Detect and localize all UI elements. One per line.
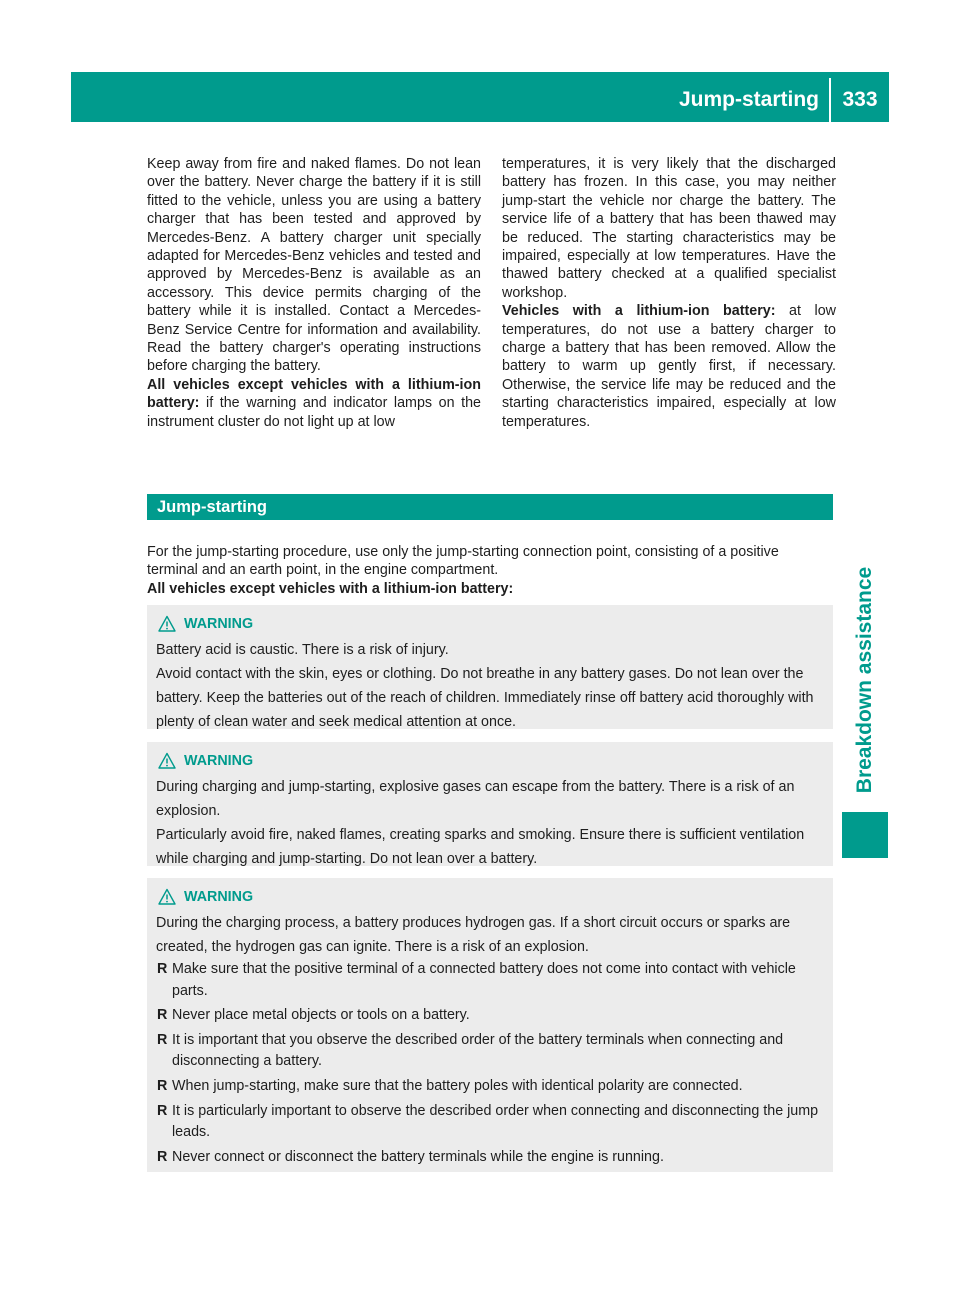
warning-text: Battery acid is caustic. There is a risk of injury. <box>156 642 449 658</box>
bullet-list <box>156 959 824 1168</box>
bullet-marker: R <box>157 1102 168 1119</box>
bullet-marker: R <box>157 1007 168 1024</box>
list-item-text: Never place metal objects or tools on a battery. <box>172 1007 470 1024</box>
bullet-marker: R <box>157 1077 168 1094</box>
list-item-text: It is important that you observe the described order of the battery terminals when connecting and disconnecting a battery. <box>172 1031 784 1070</box>
paragraph <box>147 376 481 431</box>
section-intro <box>147 543 833 598</box>
chapter-tab-marker <box>842 812 888 858</box>
page-number: 333 <box>842 88 878 111</box>
warning-box <box>147 742 833 866</box>
warning-triangle-icon <box>158 888 176 906</box>
right-column <box>502 155 836 431</box>
warning-box <box>147 878 833 1172</box>
warning-box <box>147 605 833 729</box>
page-title: Jump-starting <box>678 88 819 111</box>
paragraph <box>502 302 836 431</box>
paragraph-label: All vehicles except vehicles with a lithium-ion battery: <box>147 376 481 412</box>
list-item-text: When jump-starting, make sure that the battery poles with identical polarity are connected. <box>172 1077 743 1094</box>
warning-text: Avoid contact with the skin, eyes or clothing. Do not breathe in any battery gases. Do not lean over the battery. Keep the batteries out of the reach of children. Immediately rinse off battery acid thoroughly with plenty of clean water and seek medical attention at once. <box>156 666 814 730</box>
warning-header <box>156 614 824 634</box>
warning-text: Particularly avoid fire, naked flames, creating sparks and smoking. Ensure there is sufficient ventilation while charging and jump-starting. Do not lean over a battery. <box>156 827 805 867</box>
list-item-text: It is particularly important to observe the described order when connecting and disconnecting the jump leads. <box>172 1102 819 1141</box>
warning-text: During charging and jump-starting, explosive gases can escape from the battery. There is a risk of an explosion. <box>156 779 795 819</box>
list-item <box>156 1005 824 1027</box>
list-item-text: Never connect or disconnect the battery terminals while the engine is running. <box>172 1148 664 1165</box>
list-item <box>156 1147 824 1169</box>
list-item <box>156 959 824 1002</box>
paragraph: temperatures, it is very likely that the discharged battery has frozen. In this case, you may neither jump-start the vehicle nor charge the battery. The service life of a battery that has been thawed may be reduced. The starting characteristics may be impaired, especially at low temperatures. Have the thawed battery checked at a qualified specialist workshop. <box>502 156 836 301</box>
paragraph-label: Vehicles with a lithium-ion battery: <box>502 303 776 320</box>
warning-label: WARNING <box>184 889 254 905</box>
list-item <box>156 1030 824 1073</box>
bullet-marker: R <box>157 1031 168 1048</box>
section-heading <box>147 494 833 520</box>
warning-header <box>156 887 824 907</box>
list-item-text: Make sure that the positive terminal of a connected battery does not come into contact with vehicle parts. <box>172 961 796 999</box>
intro-subheading: All vehicles except vehicles with a lithium-ion battery: <box>147 580 514 597</box>
bullet-marker: R <box>157 1148 168 1165</box>
paragraph: Keep away from fire and naked flames. Do not lean over the battery. Never charge the battery if it is still fitted to the vehicle, unless you are using a battery charger that has been tested and approved by Mercedes-Benz. A battery charger unit specially adapted for Mercedes-Benz vehicles and tested and approved by Mercedes-Benz is available as an accessory. This device permits charging of the battery while it is installed. Contact a Mercedes-Benz Service Centre for information and availability. Read the battery charger's operating instructions before charging the battery. <box>147 156 481 375</box>
bullet-marker: R <box>157 961 168 977</box>
warning-header <box>156 751 824 771</box>
warning-text: During the charging process, a battery produces hydrogen gas. If a short circuit occurs or sparks are created, the hydrogen gas can ignite. There is a risk of an explosion. <box>156 915 791 955</box>
warning-label: WARNING <box>184 753 254 769</box>
list-item <box>156 1101 824 1144</box>
paragraph-text: if the warning and indicator lamps on the instrument cluster do not light up at low <box>147 395 481 430</box>
warning-label: WARNING <box>184 616 254 632</box>
chapter-tab[interactable] <box>842 560 888 800</box>
list-item <box>156 1076 824 1098</box>
section-title: Jump-starting <box>157 498 268 516</box>
page-header <box>71 72 889 122</box>
paragraph-text: at low temperatures, do not use a battery charger to charge a battery that has been removed. Allow the battery to warm up gently first, if necessary. Otherwise, the service life may be reduced and the starting characteristics impaired, especially at low temperatures. <box>502 303 836 430</box>
chapter-tab-label: Breakdown assistance <box>853 566 876 794</box>
intro-paragraph: For the jump-starting procedure, use only the jump-starting connection point, consisting of a positive terminal and an earth point, in the engine compartment. <box>147 544 779 579</box>
left-column <box>147 155 481 431</box>
warning-triangle-icon <box>158 752 176 770</box>
warning-triangle-icon <box>158 615 176 633</box>
